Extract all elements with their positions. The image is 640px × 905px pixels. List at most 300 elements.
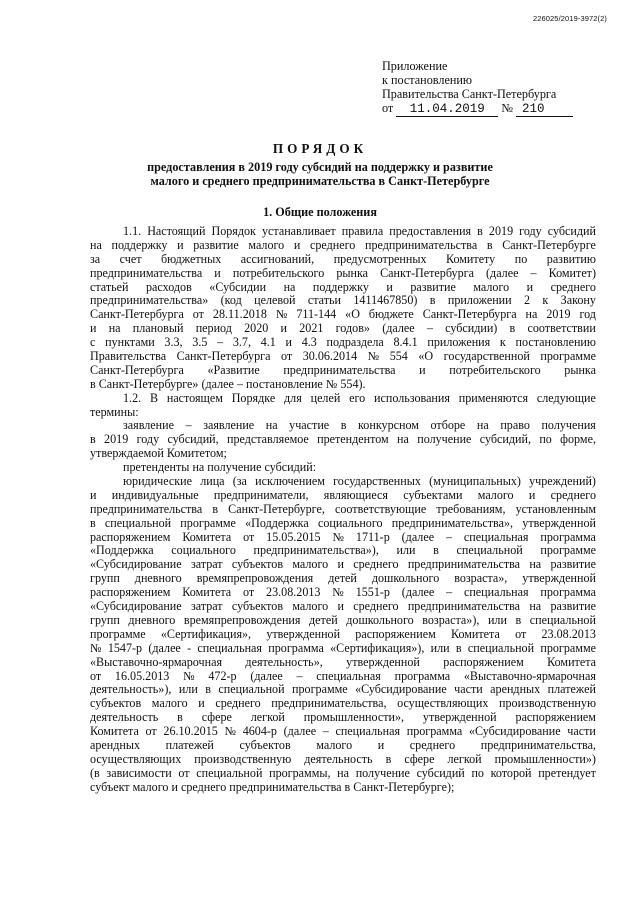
body-line <box>90 336 596 350</box>
body-word: расходов <box>145 279 192 294</box>
body-word: в <box>509 321 516 336</box>
body-word: и <box>280 321 288 336</box>
body-word: утвержденной <box>422 710 497 725</box>
body-word: правила <box>341 224 384 238</box>
body-word: в <box>90 515 96 530</box>
body-word: поддержку <box>312 279 369 294</box>
body-line <box>90 614 596 628</box>
body-word: утвержденной <box>346 654 420 669</box>
body-word: – <box>322 724 329 739</box>
body-word: 16.05.2013 <box>114 668 170 683</box>
body-word: программе <box>540 349 596 364</box>
body-word: предпринимательства <box>283 362 396 377</box>
body-word: за <box>90 251 101 266</box>
body-word: зависимости <box>106 765 172 780</box>
subtitle-line-2: малого и среднего предпринимательства в Санкт-Петербурге <box>150 174 490 188</box>
body-word: – <box>530 265 537 280</box>
body-word: части <box>454 682 483 697</box>
number-label: № <box>501 101 513 115</box>
body-word: 3.5 <box>192 335 208 350</box>
body-word: затрат <box>190 557 223 572</box>
body-word: «Субсидирование <box>468 724 561 739</box>
body-word: от <box>515 626 527 641</box>
body-word: счет <box>119 251 142 266</box>
body-word: Правительства <box>90 349 167 364</box>
body-word: и <box>198 696 205 711</box>
body-word: дневного <box>134 571 182 586</box>
appendix-date-line <box>382 101 573 117</box>
body-word: возраста»), <box>422 612 480 627</box>
body-word: социального <box>317 515 383 530</box>
body-word: и <box>526 279 534 294</box>
body-word: 4.3 <box>301 335 317 350</box>
body-word: представляемое <box>227 432 309 447</box>
body-line <box>90 767 596 781</box>
body-word: «О <box>345 307 360 322</box>
body-word: – <box>296 668 303 683</box>
document-title: ПОРЯДОК <box>272 141 368 156</box>
body-word: - <box>187 640 192 655</box>
body-word: Комитету <box>446 251 496 266</box>
body-word: участие <box>289 418 330 433</box>
body-word: специальная <box>463 529 529 544</box>
body-word: его <box>349 390 366 405</box>
body-word: предпринимательства <box>90 265 203 280</box>
body-word: конкурсном <box>358 418 419 433</box>
body-word: 1.2. <box>123 390 142 405</box>
body-word: на <box>337 765 350 780</box>
body-word: государственной <box>443 349 530 364</box>
body-word: № <box>332 585 344 600</box>
body-word: социального <box>171 543 236 558</box>
body-word: 1711-р <box>355 529 390 544</box>
body-word: Комитета <box>450 626 500 641</box>
body-word: на <box>90 237 102 252</box>
body-word: «Субсидирование <box>355 682 447 697</box>
body-word: от <box>281 349 293 364</box>
body-line <box>90 558 596 572</box>
body-word: специальная <box>335 724 401 739</box>
body-word: времяпрепровождения <box>183 612 301 627</box>
body-line <box>90 267 596 281</box>
body-word: и <box>90 487 97 502</box>
body-word: статьей <box>90 279 129 294</box>
body-word: предпринимательства» <box>90 293 209 308</box>
body-line <box>90 683 596 697</box>
body-word: в <box>90 432 96 447</box>
body-word: специальной <box>529 612 596 627</box>
body-word: субъектов <box>239 737 291 752</box>
body-word: годов» <box>335 321 370 336</box>
body-word: на <box>529 599 542 614</box>
body-word: год <box>579 307 596 322</box>
body-word: от <box>192 307 204 322</box>
body-word: в <box>212 501 219 516</box>
body-word: № <box>332 529 345 544</box>
body-word: (далее <box>148 640 181 655</box>
body-word: году <box>136 432 160 447</box>
body-word: малого <box>292 599 329 614</box>
body-line <box>90 739 596 753</box>
body-word: которой <box>490 765 532 780</box>
body-word: Порядок <box>211 224 256 238</box>
body-word: – <box>185 418 192 433</box>
body-word: «Сертификация», <box>160 626 252 641</box>
body-word: требованиям, <box>436 501 506 516</box>
body-word: программе <box>292 682 348 697</box>
body-word: 4604-р <box>242 724 277 739</box>
body-word: специальная <box>316 668 381 683</box>
body-word: Комитета <box>547 654 596 669</box>
body-word: заявление <box>123 418 174 433</box>
body-word: Комитета <box>182 529 232 544</box>
body-word: предпринимательства, <box>480 737 596 752</box>
body-word: деятельность», <box>245 654 323 669</box>
body-word: и <box>293 237 301 252</box>
body-word: утвержденной <box>266 626 341 641</box>
body-word: 554 <box>389 349 408 364</box>
body-word: «Развитие <box>207 362 260 377</box>
body-word: промышленности», <box>303 710 405 725</box>
body-word: малого <box>477 487 514 502</box>
body-word: к <box>542 293 549 308</box>
body-word: ассигнований, <box>240 251 315 266</box>
body-line <box>90 642 596 656</box>
body-word: дневного <box>128 612 176 627</box>
body-word: период <box>195 321 232 336</box>
body-line <box>90 517 596 531</box>
body-word: поддержку <box>111 237 168 252</box>
body-word: программе <box>90 626 146 641</box>
body-word: распоряжением <box>90 585 171 600</box>
body-line <box>90 447 596 461</box>
body-word: среднего <box>310 237 356 252</box>
body-line <box>90 656 596 670</box>
body-word: предпринимательства», <box>391 515 514 530</box>
body-word: программе <box>180 515 236 530</box>
body-line <box>90 753 596 767</box>
decree-date: 11.04.2019 <box>396 102 498 117</box>
body-word: субсидий, <box>167 432 219 447</box>
body-word: среднего <box>353 599 399 614</box>
body-word: целей <box>310 390 341 405</box>
body-word: на <box>265 418 278 433</box>
body-word: предоставления <box>389 224 472 238</box>
body-word: потребительского <box>449 362 541 377</box>
body-word: распоряжением <box>90 529 171 544</box>
body-word: 2019 <box>488 224 514 238</box>
body-word: программа <box>406 724 463 739</box>
decree-number: 210 <box>516 102 573 117</box>
body-word: рынка <box>564 362 596 377</box>
body-line <box>90 781 596 795</box>
body-word: «Выставочно-ярмарочная <box>90 654 223 669</box>
body-word: и <box>419 362 426 377</box>
body-word: Настоящий <box>147 224 206 238</box>
appendix-line-3: Правительства Санкт-Петербурга <box>382 87 557 101</box>
body-word: государственных <box>333 474 421 489</box>
body-line <box>90 378 596 392</box>
body-word: производственную <box>194 751 292 766</box>
body-word: малого <box>316 737 353 752</box>
body-word: специальной <box>196 765 263 780</box>
body-word: (далее <box>401 529 435 544</box>
body-word: «Субсидии <box>209 279 267 294</box>
body-word: на <box>529 557 542 572</box>
body-word: осуществляющих <box>397 696 489 711</box>
body-word: по <box>514 251 528 266</box>
body-word: 23.08.2013 <box>541 626 596 641</box>
body-line-text: субъект малого и среднего предпринимательства в Санкт-Петербурге); <box>90 779 455 794</box>
body-word: 30.06.2014 <box>302 349 358 364</box>
body-word: распоряжением <box>355 626 436 641</box>
body-word: среднего <box>353 557 399 572</box>
body-line <box>90 419 596 433</box>
body-word: (далее <box>401 585 435 600</box>
body-word: субъектами <box>403 487 463 502</box>
body-word: 2019 <box>104 432 129 447</box>
body-word: «О <box>418 349 434 364</box>
body-line-text: в Санкт-Петербурге» (далее – постановление № 554). <box>90 376 366 391</box>
body-line <box>90 586 596 600</box>
body-word: программа <box>394 668 451 683</box>
body-word: в <box>177 710 183 725</box>
body-word: пунктами <box>105 335 155 350</box>
body-word: статьи <box>307 293 342 308</box>
body-word: № <box>275 307 288 322</box>
body-word: среднего <box>550 487 596 502</box>
appendix-line-2: к постановлению <box>382 73 473 87</box>
body-word: 3.3, <box>164 335 183 350</box>
body-line <box>90 281 596 295</box>
body-line <box>90 670 596 684</box>
body-word: специальной <box>218 682 285 697</box>
body-word: или <box>487 612 507 627</box>
body-word: 472-р <box>208 668 237 683</box>
body-word: или <box>396 543 416 558</box>
body-line <box>90 697 596 711</box>
body-word: индивидуальные <box>111 487 199 502</box>
body-word: предпринимательства <box>364 237 478 252</box>
body-word: субсидии) <box>445 321 498 336</box>
body-line <box>90 489 596 503</box>
body-word: Санкт-Петербурга <box>176 349 271 364</box>
body-word: Порядке <box>231 390 276 405</box>
body-word: развитие <box>410 279 456 294</box>
body-word: малого <box>248 237 285 252</box>
body-word: 2020 <box>244 321 269 336</box>
body-word: по <box>539 432 552 447</box>
document-body <box>90 225 596 795</box>
body-word: – <box>446 585 453 600</box>
body-word: программа <box>540 529 596 544</box>
body-word: получение <box>417 432 472 447</box>
body-word: деятельность <box>90 710 159 725</box>
body-word: программе <box>540 640 596 655</box>
body-word: и <box>528 487 536 502</box>
body-word: соответствии <box>527 321 596 336</box>
body-word: групп <box>90 612 120 627</box>
body-word: № <box>367 349 380 364</box>
body-word: (далее <box>486 265 519 280</box>
body-word: Комитета <box>182 585 232 600</box>
body-word: лица <box>200 474 225 489</box>
body-word: получение <box>355 765 410 780</box>
body-word: Санкт-Петербурга <box>422 307 517 322</box>
body-word: детей <box>328 571 357 586</box>
body-line <box>90 475 596 489</box>
body-word: сфере <box>201 710 232 725</box>
body-word: по <box>471 765 484 780</box>
body-word: «Выставочно-ярмарочная <box>463 668 596 683</box>
body-word: среднего <box>550 279 596 294</box>
body-word: развитие <box>193 237 239 252</box>
body-word: времяпрепровождения <box>196 571 314 586</box>
body-word: «Сертификация»), <box>330 640 425 655</box>
body-word: среднего <box>215 696 261 711</box>
body-word: утвержденной <box>522 571 596 586</box>
document-subtitle <box>0 160 640 188</box>
body-line <box>90 239 596 253</box>
body-word: в <box>515 612 522 627</box>
from-label: от <box>382 101 394 115</box>
body-word: предприниматели, <box>213 487 309 502</box>
body-word: – <box>217 335 224 350</box>
body-word: в <box>486 237 493 252</box>
body-word: исключением <box>255 474 325 489</box>
body-line <box>90 725 596 739</box>
body-line <box>90 392 596 406</box>
body-line <box>90 544 596 558</box>
body-word: № <box>90 640 102 655</box>
body-word: учреждений) <box>529 474 596 489</box>
body-word: являющиеся <box>323 487 388 502</box>
body-word: детей <box>309 612 338 627</box>
body-word: и <box>337 599 344 614</box>
body-word: (код <box>220 293 242 308</box>
body-word: малого <box>151 696 188 711</box>
document-number: 226025/2019-3972(2) <box>532 14 607 23</box>
body-word: (за <box>232 474 247 489</box>
body-word: 8.4.1 <box>393 335 418 350</box>
body-word: в <box>205 682 211 697</box>
body-word: в <box>340 418 347 433</box>
body-word: 2 <box>524 293 531 308</box>
body-word: специальной <box>467 640 535 655</box>
body-word: специальная <box>463 585 529 600</box>
body-line <box>90 364 596 378</box>
body-word: – <box>445 529 453 544</box>
body-word: дошкольного <box>346 612 414 627</box>
body-word: и <box>90 321 97 336</box>
body-line <box>90 350 596 364</box>
body-word: подраздела <box>326 335 384 350</box>
body-word: целевой <box>254 293 296 308</box>
body-word: и <box>386 279 393 294</box>
body-word: В <box>149 390 159 405</box>
body-word: постановлению <box>515 335 596 350</box>
body-word: для <box>284 390 302 405</box>
body-line-text: претенденты на получение субсидий: <box>123 460 317 475</box>
body-line <box>90 322 596 336</box>
body-word: использования <box>374 390 450 405</box>
body-word: арендных <box>90 737 141 752</box>
body-word: и <box>337 557 344 572</box>
body-word: 3.7, <box>232 335 251 350</box>
body-line-text: термины: <box>90 404 139 419</box>
body-word: настоящем <box>166 390 223 405</box>
body-word: на <box>108 321 121 336</box>
body-word: с <box>90 335 96 350</box>
body-word: (муниципальных) <box>429 474 521 489</box>
body-word: применяются <box>458 390 529 405</box>
body-word: «Субсидирование <box>90 599 182 614</box>
body-word: потребительского <box>232 265 325 280</box>
body-word: платежей <box>547 682 596 697</box>
body-word: и <box>177 237 184 252</box>
body-word: Комитета <box>90 724 139 739</box>
body-word: части <box>567 724 596 739</box>
body-word: 28.11.2018 <box>212 307 267 322</box>
body-line <box>90 308 596 322</box>
body-word: юридические <box>123 474 193 489</box>
body-word: субъектов <box>231 557 284 572</box>
body-line <box>90 600 596 614</box>
body-word: утвержденной <box>522 515 596 530</box>
body-word: в <box>429 293 436 308</box>
body-word: специальной <box>456 543 523 558</box>
body-line <box>90 531 596 545</box>
body-word: распоряжением <box>515 710 596 725</box>
body-word: (далее <box>283 724 317 739</box>
body-word: 1411467850) <box>353 293 418 308</box>
body-line <box>90 503 596 517</box>
body-word: в <box>455 640 462 655</box>
body-word: производственную <box>499 696 596 711</box>
body-word: распоряжением <box>443 654 524 669</box>
body-word: следующие <box>536 390 596 405</box>
body-word: 2019 <box>546 307 571 322</box>
body-word: субъектов <box>231 599 284 614</box>
appendix-block <box>382 59 573 117</box>
body-word: рынка <box>336 265 369 280</box>
body-word: в <box>385 751 392 766</box>
body-word: предусмотренных <box>333 251 427 266</box>
body-word: бюджетных <box>161 251 222 266</box>
body-word: в <box>477 224 483 238</box>
body-word: от <box>90 668 102 683</box>
body-word: предпринимательства, <box>271 696 387 711</box>
body-word: № <box>183 668 195 683</box>
body-word: 2021 <box>299 321 324 336</box>
body-word: Комитет) <box>548 265 596 280</box>
subtitle-line-1: предоставления в 2019 году субсидий на поддержку и развитие <box>147 160 493 174</box>
body-word: приложения <box>427 335 491 350</box>
body-line <box>90 711 596 725</box>
body-word: затрат <box>190 599 223 614</box>
body-word: 711-144 <box>296 307 337 322</box>
body-word: в <box>433 543 439 558</box>
body-line <box>90 433 596 447</box>
body-word: бюджете <box>368 307 414 322</box>
body-word: Закону <box>560 293 596 308</box>
body-word: году <box>519 224 542 238</box>
body-word: возраста», <box>454 571 508 586</box>
body-word: и <box>377 737 385 752</box>
body-word: субсидий <box>416 765 465 780</box>
body-line <box>90 406 596 420</box>
body-word: предпринимательства <box>407 599 521 614</box>
